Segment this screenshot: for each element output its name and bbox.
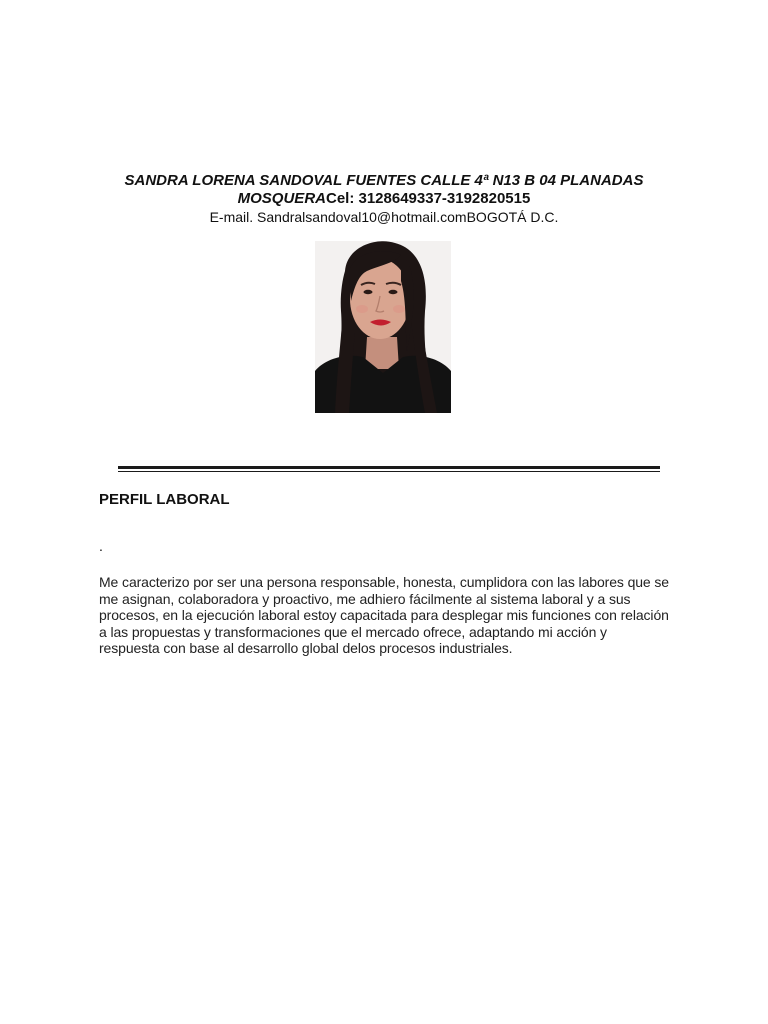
section-dot: . <box>99 538 103 554</box>
divider-thin-line <box>118 471 660 472</box>
header-city-phone <box>0 190 768 208</box>
header-phone: Cel: 3128649337-3192820515 <box>325 190 531 207</box>
header-name-address: SANDRA LORENA SANDOVAL FUENTES CALLE 4ª N13 B 04 PLANADAS <box>124 172 644 189</box>
header-contact <box>0 172 768 226</box>
profile-paragraph: Me caracterizo por ser una persona responsable, honesta, cumplidora con las labores que se me asignan, colaboradora y proactivo, me adhiero fácilmente al sistema laboral y a sus procesos, en la ejecución laboral estoy capacitada para desplegar mis funciones con relación a las propuestas y transformaciones que el mercado ofrece, adaptando mi acción y respuesta con base al desarrollo global delos procesos industriales. <box>99 574 669 656</box>
divider-thick-line <box>118 466 660 469</box>
portrait-photo <box>315 241 451 413</box>
section-title-perfil-laboral: PERFIL LABORAL <box>99 491 230 508</box>
section-divider <box>118 466 660 473</box>
header-city: MOSQUERA <box>237 190 326 207</box>
header-email: E-mail. Sandralsandoval10@hotmail.comBOGOTÁ D.C. <box>209 209 559 225</box>
